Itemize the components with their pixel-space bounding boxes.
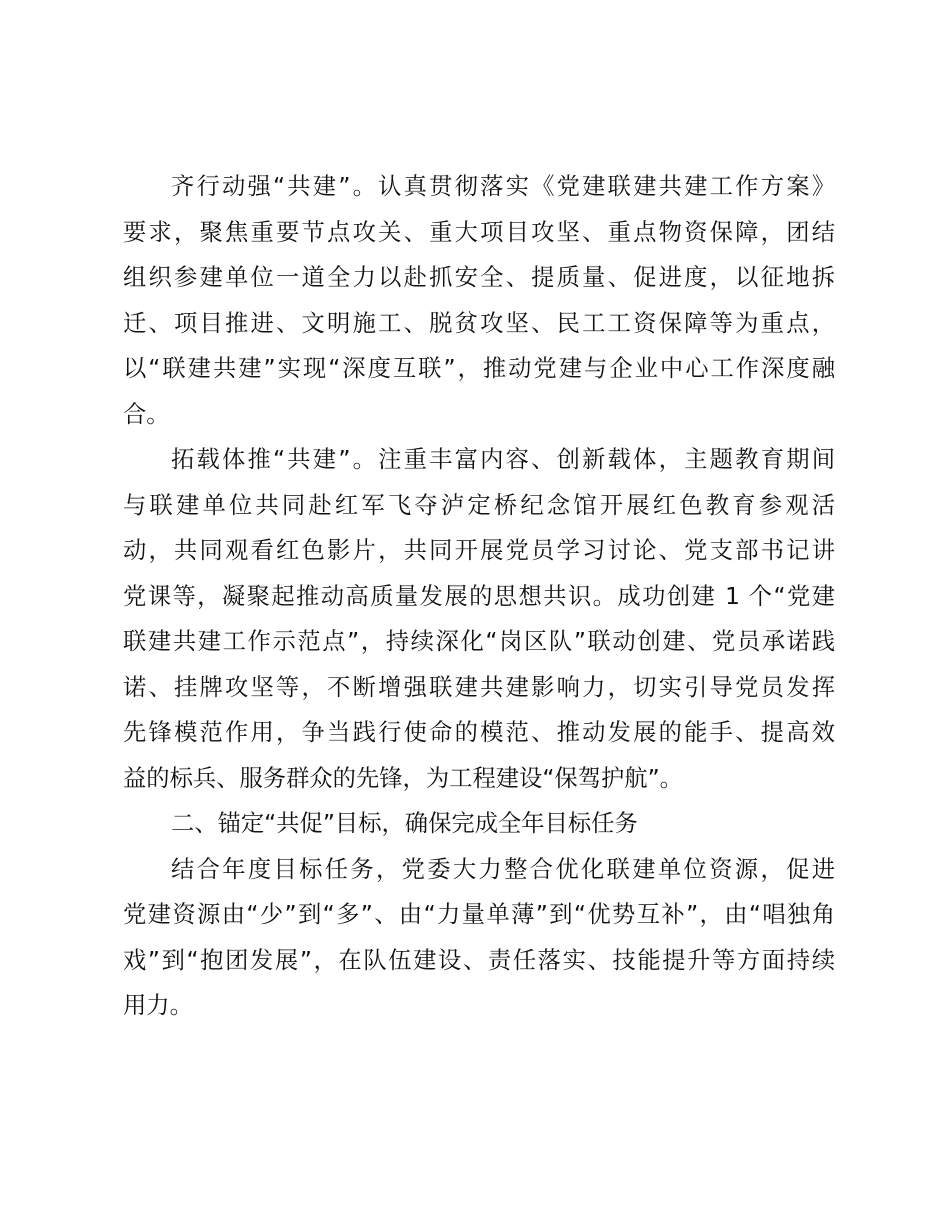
paragraph-line: 拓载体推“共建”。注重丰富内容、创新载体，主题教育期间 (171, 446, 835, 473)
section-heading: 二、锚定“共促”目标，确保完成全年目标任务 (171, 810, 638, 837)
paragraph-line: 党课等，凝聚起推动高质量发展的思想共识。成功创建 1 个“党建 (123, 582, 835, 610)
paragraph-line: 齐行动强“共建”。认真贯彻落实《党建联建共建工作方案》 (171, 173, 835, 200)
paragraph-line: 诺、挂牌攻坚等，不断增强联建共建影响力，切实引导党员发挥 (123, 673, 835, 701)
paragraph-line: 动，共同观看红色影片，共同开展党员学习讨论、党支部书记讲 (123, 537, 835, 564)
paragraph-line: 迁、项目推进、文明施工、脱贫攻坚、民工工资保障等为重点， (123, 309, 835, 337)
paragraph-line: 党建资源由“少”到“多”、由“力量单薄”到“优势互补”，由“唱独角 (123, 901, 835, 928)
paragraph-line: 戏”到“抱团发展”，在队伍建设、责任落实、技能提升等方面持续 (123, 946, 835, 974)
document-body (123, 164, 835, 1029)
paragraph-line: 先锋模范作用，争当践行使命的模范、推动发展的能手、提高效 (123, 719, 835, 746)
paragraph-line: 组织参建单位一道全力以赴抓安全、提质量、促进度，以征地拆 (123, 264, 835, 291)
paragraph-line: 以“联建共建”实现“深度互联”，推动党建与企业中心工作深度融 (123, 355, 835, 382)
paragraph-line: 益的标兵、服务群众的先锋，为工程建设“保驾护航”。 (123, 764, 683, 792)
paragraph-line: 用力。 (123, 992, 193, 1019)
paragraph-line: 合。 (123, 400, 170, 428)
paragraph-line: 联建共建工作示范点”，持续深化“岗区队”联动创建、党员承诺践 (123, 628, 835, 655)
paragraph-line: 与联建单位共同赴红军飞夺泸定桥纪念馆开展红色教育参观活 (123, 491, 835, 519)
paragraph-line: 要求，聚焦重要节点攻关、重大项目攻坚、重点物资保障，团结 (123, 218, 835, 246)
paragraph-line: 结合年度目标任务，党委大力整合优化联建单位资源，促进 (171, 855, 835, 883)
